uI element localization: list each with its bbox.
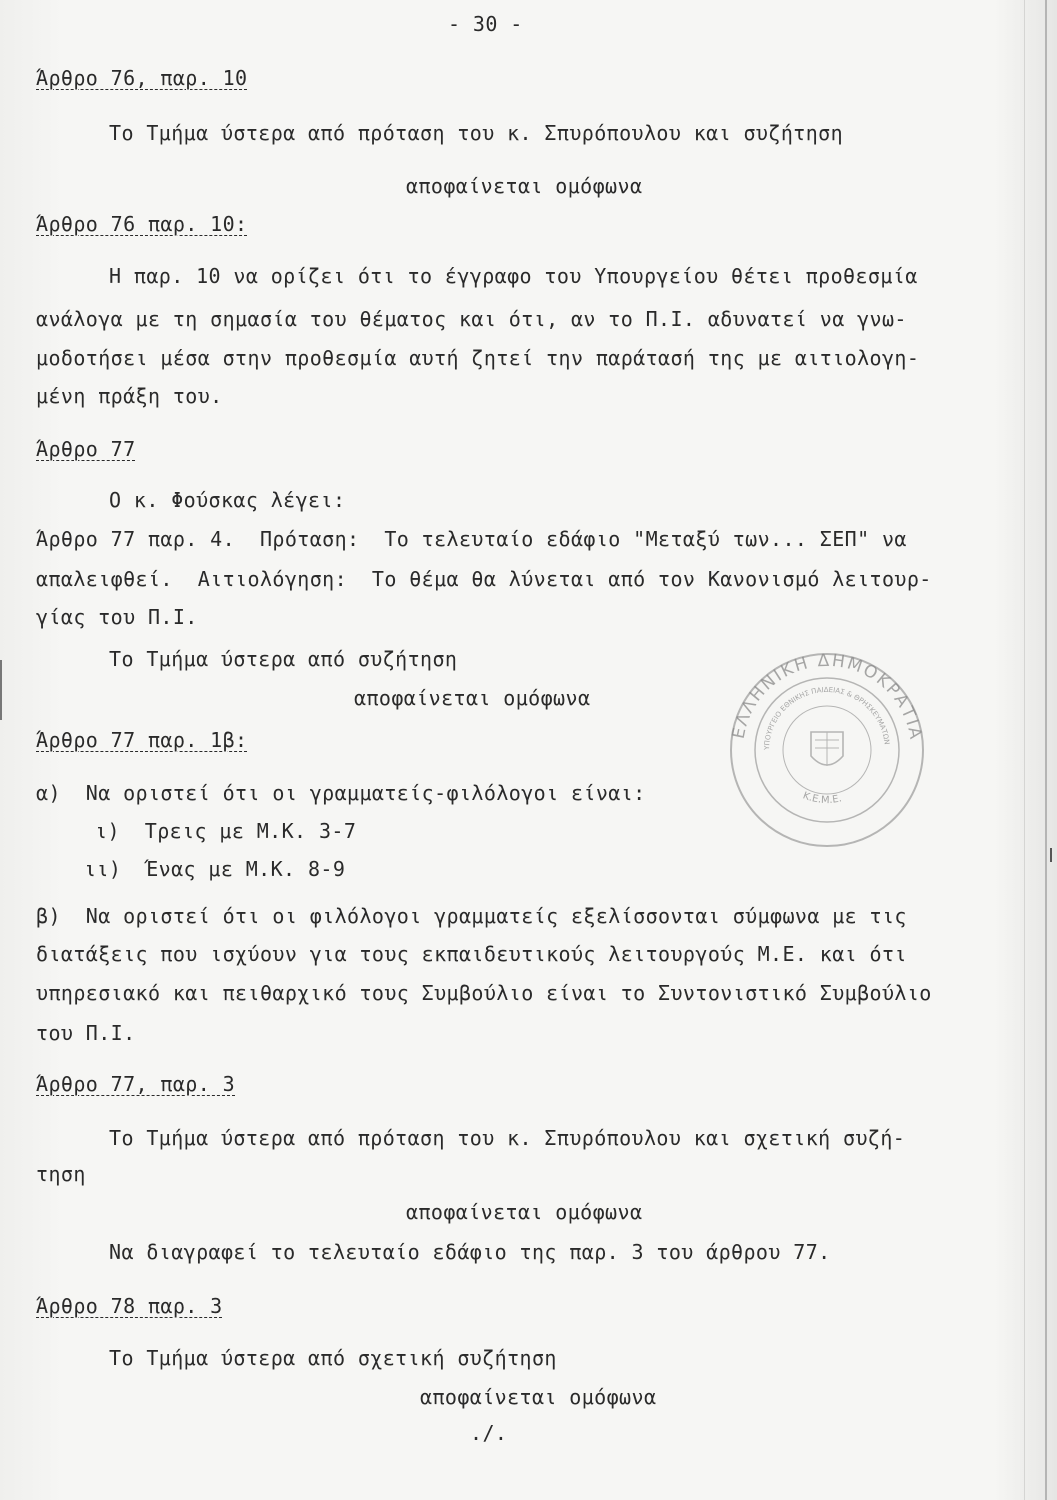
list-subitem-i: ι) Τρεις με Μ.Κ. 3-7 — [95, 819, 357, 843]
text-line: τηση — [36, 1162, 86, 1186]
end-mark: ./. — [470, 1421, 508, 1445]
binding-edge-shadow — [1024, 0, 1025, 1500]
text-line: υπηρεσιακό και πειθαρχικό τους Συμβούλιο είναι το Συντονιστικό Συμβούλιο — [36, 981, 932, 1005]
official-seal-stamp — [727, 650, 927, 850]
binding-edge — [1045, 0, 1047, 1500]
stamp-inner-text: ΥΠΟΥΡΓΕΙΟ ΕΘΝΙΚΗΣ ΠΑΙΔΕΙΑΣ & ΘΡΗΣΚΕΥΜΑΤΩΝ — [762, 685, 891, 751]
page-number: - 30 - — [448, 12, 523, 36]
section-heading-art77: Άρθρο 77 — [36, 437, 136, 461]
text-line: απαλειφθεί. Αιτιολόγηση: Το θέμα θα λύνεται από τον Κανονισμό λειτουρ- — [36, 567, 932, 591]
decision-line: αποφαίνεται ομόφωνα — [354, 686, 591, 710]
stamp-bottom-text: Κ.Ε.Μ.Ε. — [801, 790, 843, 807]
text-line: Το Τμήμα ύστερα από συζήτηση — [109, 647, 458, 671]
text-line: γίας του Π.Ι. — [36, 605, 198, 629]
section-heading-art78-3: Άρθρο 78 παρ. 3 — [36, 1294, 223, 1318]
margin-tick-mark — [1050, 848, 1052, 862]
section-heading-art77-1b: Άρθρο 77 παρ. 1β: — [36, 728, 248, 752]
list-subitem-ii: ιι) Ένας με Μ.Κ. 8-9 — [84, 857, 346, 881]
text-line: μένη πράξη του. — [36, 384, 223, 408]
decision-line: αποφαίνεται ομόφωνα — [420, 1385, 657, 1409]
text-line: Άρθρο 77 παρ. 4. Πρόταση: Το τελευταίο εδάφιο "Μεταξύ των... ΣΕΠ" να — [36, 527, 907, 551]
text-line: Το Τμήμα ύστερα από πρόταση του κ. Σπυρόπουλου και συζήτηση — [109, 121, 844, 145]
decision-line: αποφαίνεται ομόφωνα — [406, 174, 643, 198]
stamp-outer-text: ΕΛΛΗΝΙΚΗ ΔΗΜΟΚΡΑΤΙΑ — [728, 650, 926, 743]
text-line: μοδοτήσει μέσα στην προθεσμία αυτή ζητεί την παράτασή της με αιτιολογη- — [36, 346, 920, 370]
section-heading-art77-3: Άρθρο 77, παρ. 3 — [36, 1072, 236, 1096]
text-line: Το Τμήμα ύστερα από πρόταση του κ. Σπυρόπουλου και σχετική συζή- — [109, 1126, 906, 1150]
text-line: διατάξεις που ισχύουν για τους εκπαιδευτικούς λειτουργούς Μ.Ε. και ότι — [36, 942, 907, 966]
text-line: Να διαγραφεί το τελευταίο εδάφιο της παρ. 3 του άρθρου 77. — [109, 1240, 831, 1264]
text-line: Ο κ. Φούσκας λέγει: — [109, 488, 346, 512]
text-line: Το Τμήμα ύστερα από σχετική συζήτηση — [109, 1346, 557, 1370]
margin-bracket-mark — [0, 660, 5, 720]
list-item-a: α) Να οριστεί ότι οι γραμματείς-φιλόλογοι είναι: — [36, 781, 646, 805]
section-heading-art76-10: Άρθρο 76, παρ. 10 — [36, 66, 248, 90]
list-item-b: β) Να οριστεί ότι οι φιλόλογοι γραμματείς εξελίσσονται σύμφωνα με τις — [36, 904, 907, 928]
text-line: του Π.Ι. — [36, 1021, 136, 1045]
decision-line: αποφαίνεται ομόφωνα — [406, 1200, 643, 1224]
text-line: Η παρ. 10 να ορίζει ότι το έγγραφο του Υπουργείου θέτει προθεσμία — [109, 264, 918, 288]
section-heading-art76-10b: Άρθρο 76 παρ. 10: — [36, 212, 248, 236]
text-line: ανάλογα με τη σημασία του θέματος και ότι, αν το Π.Ι. αδυνατεί να γνω- — [36, 307, 907, 331]
